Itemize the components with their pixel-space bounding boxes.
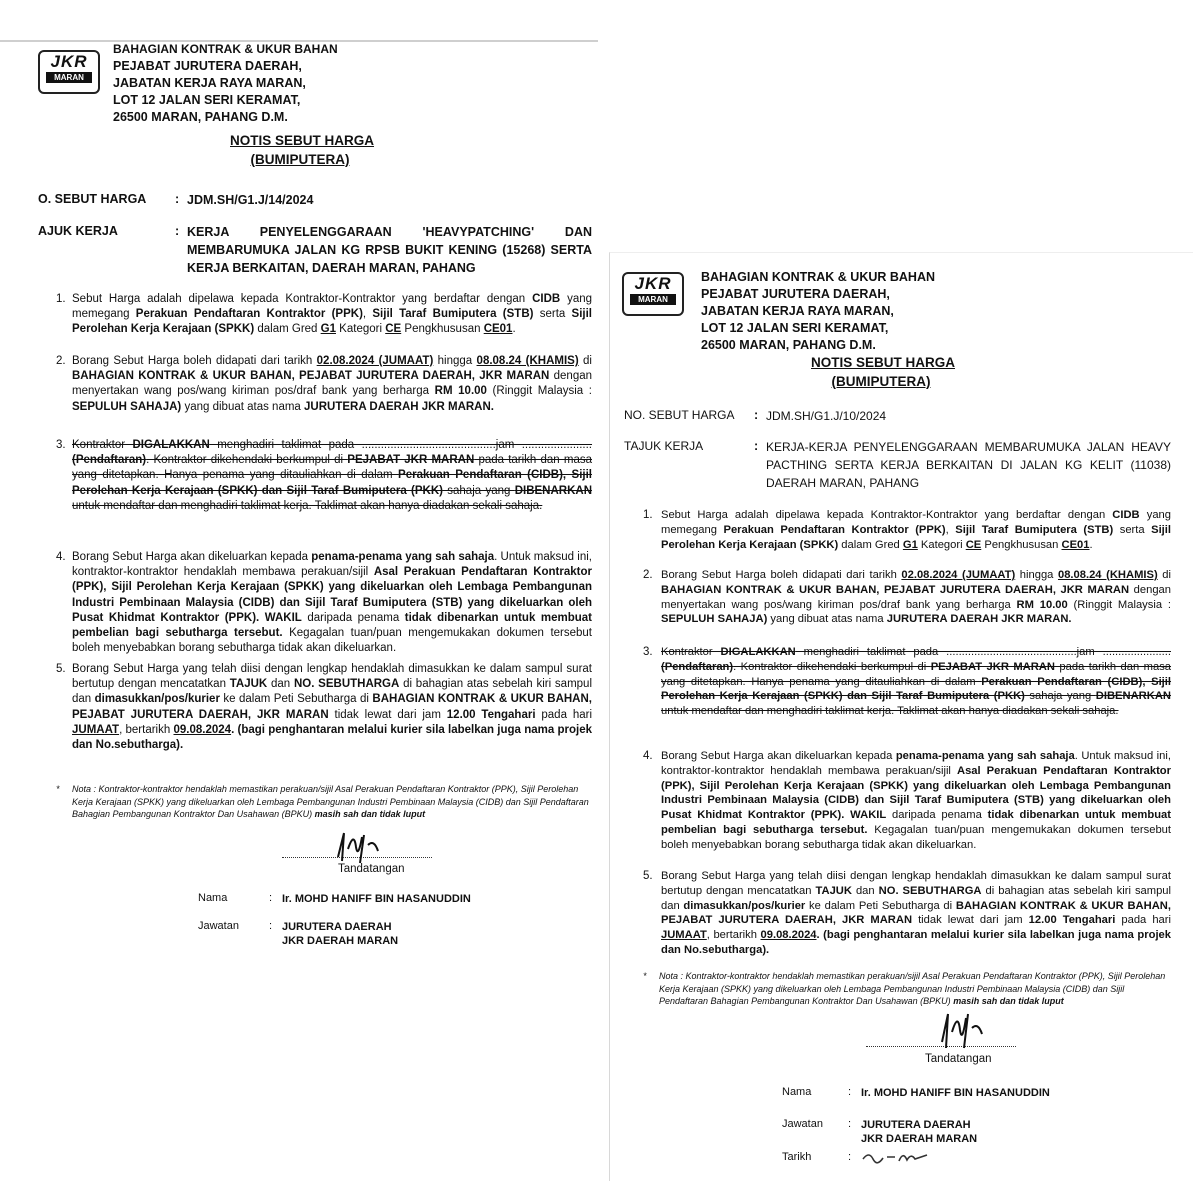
item-3-text: Kontraktor DIGALAKKAN menghadiri taklimat pada ..........................................jam ......................(Pendaftaran). Kontraktor dikehendaki berkumpul di PEJABAT JKR MARAN pada tarikh dan masa yang ditetapkan. Hanya penama yang ditauliahkan di dalam Perakuan Pendaftaran (CIDB), Sijil Perolehan Kerja Kerajaan (SPKK) dan Sijil Taraf Bumiputera (PKK) sahaja yang DIBENARKAN untuk mendaftar dan menghadiri taklimat kerja. Taklimat akan hanya diadakan sekali sahaja. bbox=[72, 439, 593, 512]
agency-line-4: LOT 12 JALAN SERI KERAMAT, bbox=[701, 321, 889, 335]
signature-line bbox=[866, 1046, 1016, 1047]
date-colon: : bbox=[848, 1151, 852, 1163]
name-value: Ir. MOHD HANIFF BIN HASANUDDIN bbox=[861, 1087, 1050, 1099]
ref-colon: : bbox=[754, 408, 759, 422]
notice-subtitle: (BUMIPUTERA) bbox=[831, 374, 931, 389]
item-3-text: Kontraktor DIGALAKKAN menghadiri taklimat pada ..........................................jam ......................(Pendaftaran). Kontraktor dikehendaki berkumpul di PEJABAT JKR MARAN pada tarikh dan masa yang ditetapkan. Hanya penama yang ditauliahkan di dalam Perakuan Pendaftaran (CIDB), Sijil Perolehan Kerja Kerajaan (SPKK) dan Sijil Taraf Bumiputera (PKK) sahaja yang DIBENARKAN untuk mendaftar dan menghadiri taklimat kerja. Taklimat akan hanya diadakan sekali sahaja. bbox=[661, 646, 1172, 718]
logo-bottom-text: MARAN bbox=[46, 72, 92, 83]
agency-line-5: 26500 MARAN, PAHANG D.M. bbox=[701, 338, 876, 352]
logo-top-text: JKR bbox=[634, 274, 672, 293]
item-5-number: 5. bbox=[56, 663, 66, 675]
note-star: * bbox=[643, 971, 647, 981]
ref-label: NO. SEBUT HARGA bbox=[624, 408, 735, 422]
date-label: Tarikh bbox=[782, 1151, 812, 1163]
position-label: Jawatan bbox=[198, 920, 239, 932]
name-label: Nama bbox=[198, 892, 228, 904]
item-5-text: Borang Sebut Harga yang telah diisi dengan lengkap hendaklah dimasukkan ke dalam sampul surat bertutup dengan mencatatkan TAJUK dan NO. SEBUTHARGA di bahagian atas sebelah kiri sampul dan dimasukkan/pos/kurier ke dalam Peti Sebutharga di BAHAGIAN KONTRAK & UKUR BAHAN, PEJABAT JURUTERA DAERAH, JKR MARAN tidak lewat dari jam 12.00 Tengahari pada hari JUMAAT, bertarikh 09.08.2024. (bagi penghantaran melalui kurier sila labelkan juga nama projek dan No.sebutharga). bbox=[72, 663, 593, 752]
item-1-number: 1. bbox=[643, 509, 653, 521]
item-1-text: Sebut Harga adalah dipelawa kepada Kontraktor-Kontraktor yang berdaftar dengan CIDB yang memegang Perakuan Pendaftaran Kontraktor (PPK), Sijil Taraf Bumiputera (STB) serta Sijil Perolehan Kerja Kerajaan (SPKK) dalam Gred G1 Kategori CE Pengkhususan CE01. bbox=[661, 509, 1172, 551]
item-4-text: Borang Sebut Harga akan dikeluarkan kepada penama-penama yang sah sahaja. Untuk maksud ini, kontraktor-kontraktor hendaklah membawa perakuan/sijil Asal Perakuan Pendaftaran Kontraktor (PPK), Sijil Perolehan Kerja Kerajaan (SPKK) yang dikeluarkan oleh Lembaga Pembangunan Industri Pembinaan Malaysia (CIDB) dan Sijil Taraf Bumiputera (STB) yang dikeluarkan oleh Pusat Khidmat Kontraktor (PPK). WAKIL daripada penama tidak dibenarkan untuk membuat pembelian bagi sebutharga tersebut. Kegagalan tuan/puan mengemukakan dokumen tersebut boleh menyebabkan borang sebutharga tidak akan dikeluarkan. bbox=[72, 551, 593, 655]
work-title-colon: : bbox=[175, 224, 180, 238]
notice-title: NOTIS SEBUT HARGA bbox=[811, 355, 956, 370]
agency-line-1: BAHAGIAN KONTRAK & UKUR BAHAN bbox=[701, 270, 936, 284]
note-star: * bbox=[56, 784, 60, 794]
work-title-colon: : bbox=[754, 439, 759, 453]
signature-label: Tandatangan bbox=[925, 1053, 992, 1065]
ref-value: JDM.SH/G1.J/10/2024 bbox=[766, 409, 887, 423]
item-4-text: Borang Sebut Harga akan dikeluarkan kepada penama-penama yang sah sahaja. Untuk maksud ini, kontraktor-kontraktor hendaklah membawa perakuan/sijil Asal Perakuan Pendaftaran Kontraktor (PPK), Sijil Perolehan Kerja Kerajaan (SPKK) yang dikeluarkan oleh Lembaga Pembangunan Industri Pembinaan Malaysia (CIDB) dan Sijil Taraf Bumiputera (STB) yang dikeluarkan oleh Pusat Khidmat Kontraktor (PPK). WAKIL daripada penama tidak dibenarkan untuk membuat pembelian bagi sebutharga tersebut. Kegagalan tuan/puan mengemukakan dokumen tersebut boleh menyebabkan borang sebutharga tidak akan dikeluarkan. bbox=[661, 750, 1171, 851]
name-value: Ir. MOHD HANIFF BIN HASANUDDIN bbox=[282, 893, 471, 905]
agency-line-2: PEJABAT JURUTERA DAERAH, bbox=[701, 287, 890, 301]
item-3-number: 3. bbox=[56, 439, 66, 451]
item-2-number: 2. bbox=[643, 569, 653, 581]
item-5-number: 5. bbox=[643, 870, 653, 882]
work-title-label: TAJUK KERJA bbox=[624, 439, 704, 453]
note-text: Nota : Kontraktor-kontraktor hendaklah memastikan perakuan/sijil Asal Perakuan Pendaftaran Kontraktor (PPK), Sijil Perolehan Kerja Kerajaan (SPKK) yang dikeluarkan oleh Lembaga Pembangunan Industri Pembinaan Malaysia (CIDB) dan Sijil Pendaftaran Bahagian Pembangunan Kontraktor Dan Usahawan (BPKU) masih sah dan tidak luput bbox=[659, 971, 1166, 1006]
item-4-number: 4. bbox=[643, 750, 653, 762]
notice-document-jdm-10 bbox=[609, 252, 1193, 1181]
work-title-label: AJUK KERJA bbox=[38, 224, 118, 238]
position-value: JURUTERA DAERAH JKR DAERAH MARAN bbox=[861, 1119, 978, 1145]
name-colon: : bbox=[269, 892, 273, 904]
agency-line-1: BAHAGIAN KONTRAK & UKUR BAHAN bbox=[113, 42, 338, 56]
agency-line-4: LOT 12 JALAN SERI KERAMAT, bbox=[113, 93, 301, 107]
position-colon: : bbox=[848, 1118, 852, 1130]
ref-value: JDM.SH/G1.J/14/2024 bbox=[187, 193, 314, 207]
item-2-text: Borang Sebut Harga boleh didapati dari tarikh 02.08.2024 (JUMAAT) hingga 08.08.24 (KHAMIS) di BAHAGIAN KONTRAK & UKUR BAHAN, PEJABAT JURUTERA DAERAH, JKR MARAN dengan menyertakan wang pos/wang kiriman pos/draf bank yang berharga RM 10.00 (Ringgit Malaysia : SEPULUH SAHAJA) yang dibuat atas nama JURUTERA DAERAH JKR MARAN. bbox=[661, 569, 1171, 626]
name-label: Nama bbox=[782, 1086, 812, 1098]
notice-document-jdm-14 bbox=[0, 40, 598, 960]
ref-colon: : bbox=[175, 192, 180, 206]
agency-line-5: 26500 MARAN, PAHANG D.M. bbox=[113, 110, 288, 124]
signature-line bbox=[282, 857, 432, 858]
handwritten-date-scribble-icon bbox=[861, 1149, 931, 1165]
item-2-number: 2. bbox=[56, 355, 66, 367]
work-title-value: KERJA-KERJA PENYELENGGARAAN MEMBARUMUKA JALAN HEAVY PACTHING SERTA KERJA BERKAITAN DI JALAN KG KELIT (11038) DAERAH MARAN, PAHANG bbox=[766, 440, 1171, 490]
notice-subtitle: (BUMIPUTERA) bbox=[250, 152, 350, 167]
handwritten-signature-icon bbox=[330, 827, 390, 867]
agency-line-3: JABATAN KERJA RAYA MARAN, bbox=[113, 76, 306, 90]
signature-label: Tandatangan bbox=[338, 863, 405, 875]
item-1-number: 1. bbox=[56, 293, 66, 305]
note-text: Nota : Kontraktor-kontraktor hendaklah memastikan perakuan/sijil Asal Perakuan Pendaftaran Kontraktor (PPK), Sijil Perolehan Kerja Kerajaan (SPKK) yang dikeluarkan oleh Lembaga Pembangunan Industri Pembinaan Malaysia (CIDB) dan Sijil Pendaftaran Bahagian Pembangunan Kontraktor Dan Usahawan (BPKU) masih sah dan tidak luput bbox=[72, 784, 589, 819]
agency-line-3: JABATAN KERJA RAYA MARAN, bbox=[701, 304, 894, 318]
name-colon: : bbox=[848, 1086, 852, 1098]
logo-top-text: JKR bbox=[50, 52, 88, 71]
item-2-text: Borang Sebut Harga boleh didapati dari tarikh 02.08.2024 (JUMAAT) hingga 08.08.24 (KHAMIS) di BAHAGIAN KONTRAK & UKUR BAHAN, PEJABAT JURUTERA DAERAH, JKR MARAN dengan menyertakan wang pos/wang kiriman pos/draf bank yang berharga RM 10.00 (Ringgit Malaysia : SEPULUH SAHAJA) yang dibuat atas nama JURUTERA DAERAH JKR MARAN. bbox=[72, 355, 593, 413]
logo-bottom-text: MARAN bbox=[630, 294, 676, 305]
item-1-text: Sebut Harga adalah dipelawa kepada Kontraktor-Kontraktor yang berdaftar dengan CIDB yang memegang Perakuan Pendaftaran Kontraktor (PPK), Sijil Taraf Bumiputera (STB) serta Sijil Perolehan Kerja Kerajaan (SPKK) dalam Gred G1 Kategori CE Pengkhususan CE01. bbox=[72, 293, 593, 336]
item-5-text: Borang Sebut Harga yang telah diisi dengan lengkap hendaklah dimasukkan ke dalam sampul surat bertutup dengan mencatatkan TAJUK dan NO. SEBUTHARGA di bahagian atas sebelah kiri sampul dan dimasukkan/pos/kurier ke dalam Peti Sebutharga di BAHAGIAN KONTRAK & UKUR BAHAN, PEJABAT JURUTERA DAERAH, JKR MARAN tidak lewat dari jam 12.00 Tengahari pada hari JUMAAT, bertarikh 09.08.2024. (bagi penghantaran melalui kurier sila labelkan juga nama projek dan No.sebutharga). bbox=[661, 870, 1172, 956]
position-label: Jawatan bbox=[782, 1118, 823, 1130]
work-title-value: KERJA PENYELENGGARAAN 'HEAVYPATCHING' DAN MEMBARUMUKA JALAN KG RPSB BUKIT KENING (15268) SERTA KERJA BERKAITAN, DAERAH MARAN, PAHANG bbox=[187, 225, 592, 275]
item-3-number: 3. bbox=[643, 646, 653, 658]
position-value: JURUTERA DAERAH JKR DAERAH MARAN bbox=[282, 921, 399, 947]
jkr-logo bbox=[38, 50, 100, 94]
jkr-logo bbox=[622, 272, 684, 316]
agency-line-2: PEJABAT JURUTERA DAERAH, bbox=[113, 59, 302, 73]
notice-title: NOTIS SEBUT HARGA bbox=[230, 133, 375, 148]
position-colon: : bbox=[269, 920, 273, 932]
item-4-number: 4. bbox=[56, 551, 66, 563]
ref-label: O. SEBUT HARGA bbox=[38, 192, 147, 206]
